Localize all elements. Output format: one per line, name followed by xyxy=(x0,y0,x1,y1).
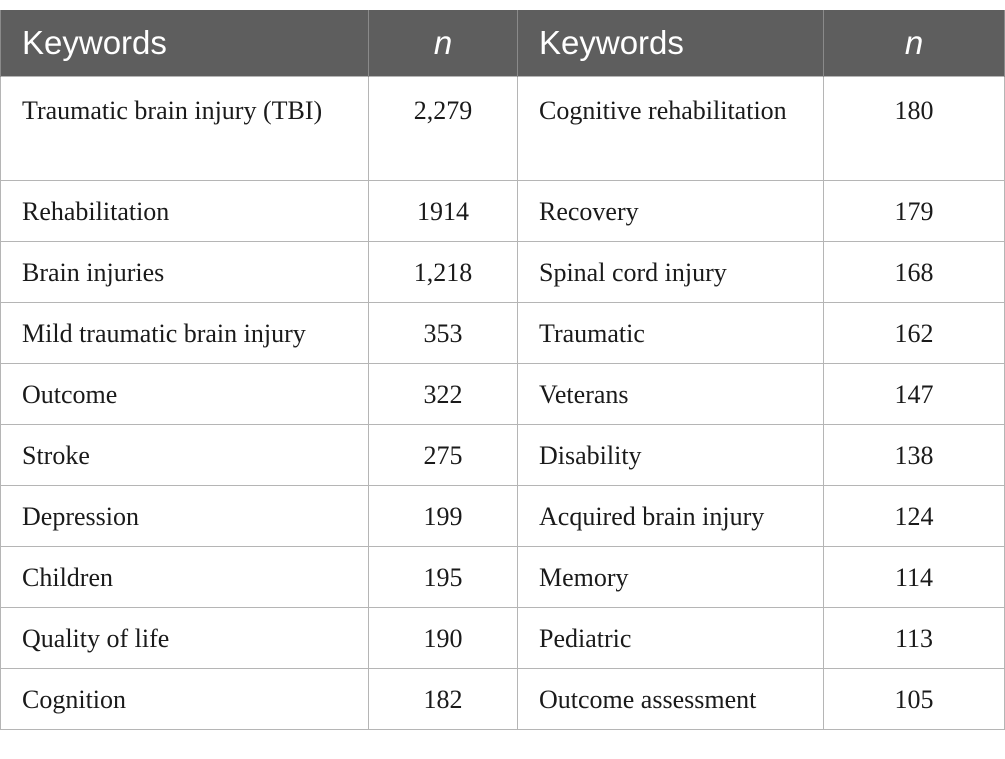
count-cell: 180 xyxy=(824,77,1005,181)
keyword-cell: Traumatic brain injury (TBI) xyxy=(1,77,369,181)
keyword-cell: Depression xyxy=(1,486,369,547)
table-row xyxy=(1,242,1005,303)
count-cell: 353 xyxy=(369,303,518,364)
table-row xyxy=(1,425,1005,486)
table-row xyxy=(1,303,1005,364)
count-cell: 113 xyxy=(824,608,1005,669)
header-keywords-1: Keywords xyxy=(1,10,369,77)
count-cell: 1914 xyxy=(369,181,518,242)
count-cell: 1,218 xyxy=(369,242,518,303)
keyword-cell: Veterans xyxy=(518,364,824,425)
count-cell: 147 xyxy=(824,364,1005,425)
keyword-cell: Spinal cord injury xyxy=(518,242,824,303)
keyword-cell: Recovery xyxy=(518,181,824,242)
table-row xyxy=(1,77,1005,181)
keyword-cell: Outcome assessment xyxy=(518,669,824,730)
keyword-cell: Memory xyxy=(518,547,824,608)
keyword-cell: Children xyxy=(1,547,369,608)
count-cell: 124 xyxy=(824,486,1005,547)
keyword-cell: Brain injuries xyxy=(1,242,369,303)
keywords-table-container xyxy=(0,10,1004,730)
count-cell: 275 xyxy=(369,425,518,486)
header-n-1: n xyxy=(369,10,518,77)
table-row xyxy=(1,669,1005,730)
table-body xyxy=(1,77,1005,730)
count-cell: 179 xyxy=(824,181,1005,242)
keyword-cell: Mild traumatic brain injury xyxy=(1,303,369,364)
count-cell: 195 xyxy=(369,547,518,608)
header-row xyxy=(1,10,1005,77)
keyword-cell: Pediatric xyxy=(518,608,824,669)
count-cell: 199 xyxy=(369,486,518,547)
keyword-cell: Quality of life xyxy=(1,608,369,669)
count-cell: 168 xyxy=(824,242,1005,303)
keyword-cell: Rehabilitation xyxy=(1,181,369,242)
keyword-cell: Outcome xyxy=(1,364,369,425)
table-row xyxy=(1,486,1005,547)
count-cell: 322 xyxy=(369,364,518,425)
keyword-cell: Traumatic xyxy=(518,303,824,364)
count-cell: 114 xyxy=(824,547,1005,608)
table-row xyxy=(1,364,1005,425)
table-row xyxy=(1,181,1005,242)
keyword-cell: Acquired brain injury xyxy=(518,486,824,547)
keywords-table xyxy=(0,10,1005,730)
count-cell: 2,279 xyxy=(369,77,518,181)
count-cell: 182 xyxy=(369,669,518,730)
table-row xyxy=(1,547,1005,608)
header-keywords-2: Keywords xyxy=(518,10,824,77)
table-header xyxy=(1,10,1005,77)
header-n-2: n xyxy=(824,10,1005,77)
table-row xyxy=(1,608,1005,669)
count-cell: 138 xyxy=(824,425,1005,486)
count-cell: 190 xyxy=(369,608,518,669)
keyword-cell: Cognitive rehabilitation xyxy=(518,77,824,181)
keyword-cell: Disability xyxy=(518,425,824,486)
keyword-cell: Cognition xyxy=(1,669,369,730)
count-cell: 105 xyxy=(824,669,1005,730)
count-cell: 162 xyxy=(824,303,1005,364)
keyword-cell: Stroke xyxy=(1,425,369,486)
